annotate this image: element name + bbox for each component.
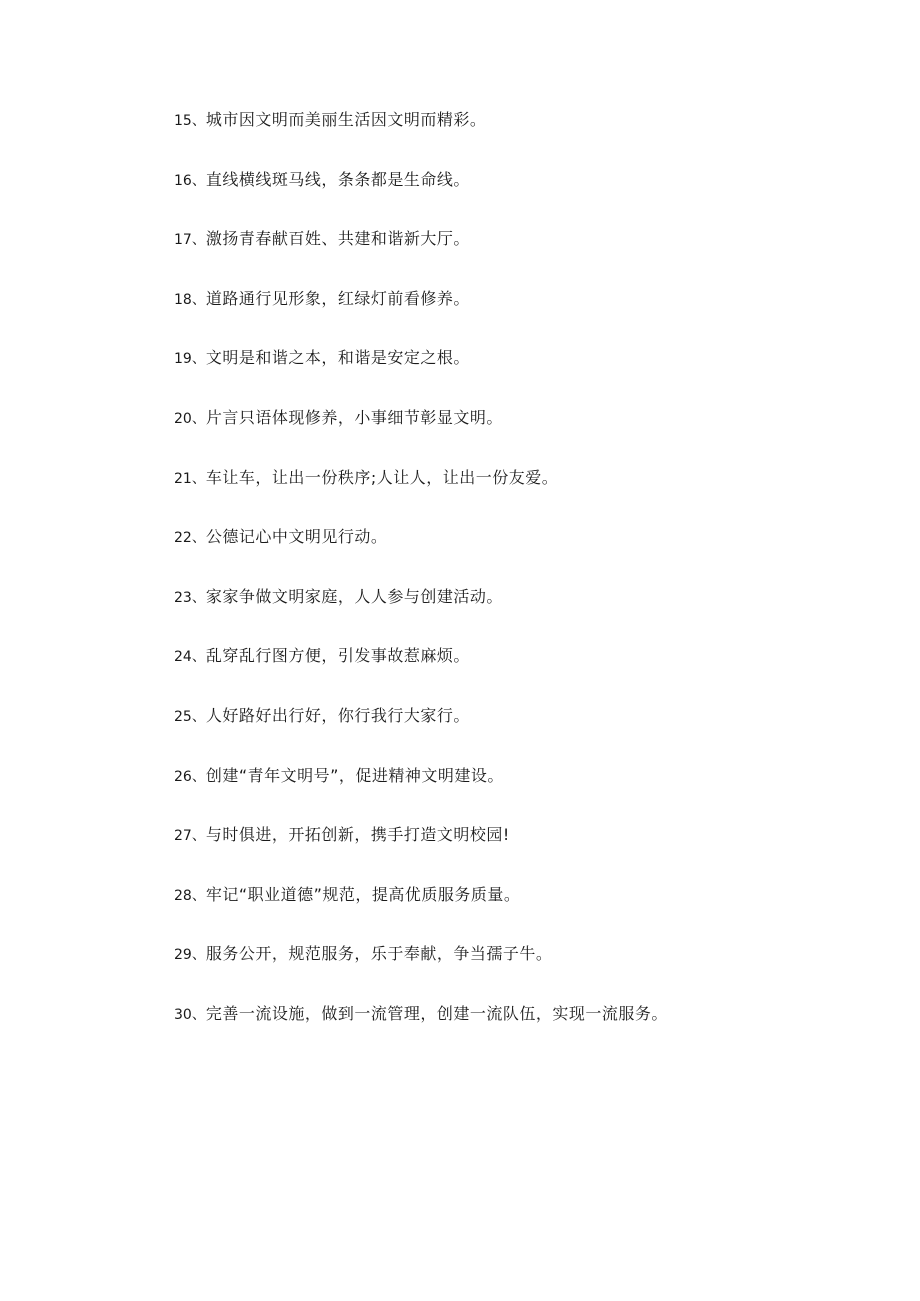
slogan-text: 与时俱进，开拓创新，携手打造文明校园! <box>205 825 510 845</box>
slogan-item <box>174 882 668 942</box>
slogan-number: 15、 <box>174 113 206 129</box>
slogan-item <box>174 524 668 584</box>
slogan-number: 30、 <box>174 1006 206 1023</box>
slogan-number: 29、 <box>174 947 206 964</box>
slogan-text: 城市因文明而美丽生活因文明而精彩。 <box>205 110 487 129</box>
slogan-text: 牢记“职业道德”规范，提高优质服务质量。 <box>205 884 521 904</box>
slogan-text: 公德记心中文明见行动。 <box>205 527 388 547</box>
slogan-number: 21、 <box>174 470 206 487</box>
slogan-item <box>174 1001 668 1061</box>
slogan-list <box>174 107 668 1061</box>
slogan-item <box>174 286 668 346</box>
slogan-text: 完善一流设施，做到一流管理，创建一流队伍，实现一流服务。 <box>205 1003 668 1023</box>
slogan-item <box>174 703 668 763</box>
slogan-text: 人好路好出行好，你行我行大家行。 <box>205 705 470 725</box>
slogan-item <box>174 226 668 286</box>
slogan-number: 28、 <box>174 887 206 904</box>
slogan-number: 19、 <box>174 351 206 368</box>
slogan-number: 25、 <box>174 708 206 725</box>
slogan-item <box>174 584 668 644</box>
slogan-text: 道路通行见形象，红绿灯前看修养。 <box>205 288 470 308</box>
slogan-number: 27、 <box>174 828 206 845</box>
slogan-text: 片言只语体现修养，小事细节彰显文明。 <box>205 407 503 427</box>
slogan-item <box>174 405 668 465</box>
slogan-number: 26、 <box>174 768 206 785</box>
slogan-item <box>174 822 668 882</box>
slogan-item <box>174 107 668 167</box>
slogan-item <box>174 345 668 405</box>
slogan-item <box>174 763 668 823</box>
slogan-number: 24、 <box>174 649 206 666</box>
slogan-item <box>174 643 668 703</box>
slogan-text: 车让车，让出一份秩序;人让人，让出一份友爱。 <box>205 467 559 487</box>
slogan-text: 直线横线斑马线，条条都是生命线。 <box>205 169 470 189</box>
slogan-number: 20、 <box>174 410 206 427</box>
slogan-number: 22、 <box>174 530 206 547</box>
slogan-number: 23、 <box>174 589 206 606</box>
slogan-number: 18、 <box>174 291 206 308</box>
slogan-number: 16、 <box>174 172 206 189</box>
slogan-text: 创建“青年文明号”，促进精神文明建设。 <box>205 765 504 785</box>
slogan-item <box>174 941 668 1001</box>
slogan-text: 家家争做文明家庭，人人参与创建活动。 <box>205 586 503 606</box>
slogan-text: 激扬青春献百姓、共建和谐新大厅。 <box>205 229 470 249</box>
slogan-item <box>174 465 668 525</box>
slogan-number: 17、 <box>174 232 206 249</box>
slogan-text: 服务公开，规范服务，乐于奉献，争当孺子牛。 <box>205 944 553 964</box>
slogan-text: 乱穿乱行图方便，引发事故惹麻烦。 <box>205 646 470 666</box>
slogan-text: 文明是和谐之本，和谐是安定之根。 <box>205 348 470 368</box>
slogan-item <box>174 167 668 227</box>
